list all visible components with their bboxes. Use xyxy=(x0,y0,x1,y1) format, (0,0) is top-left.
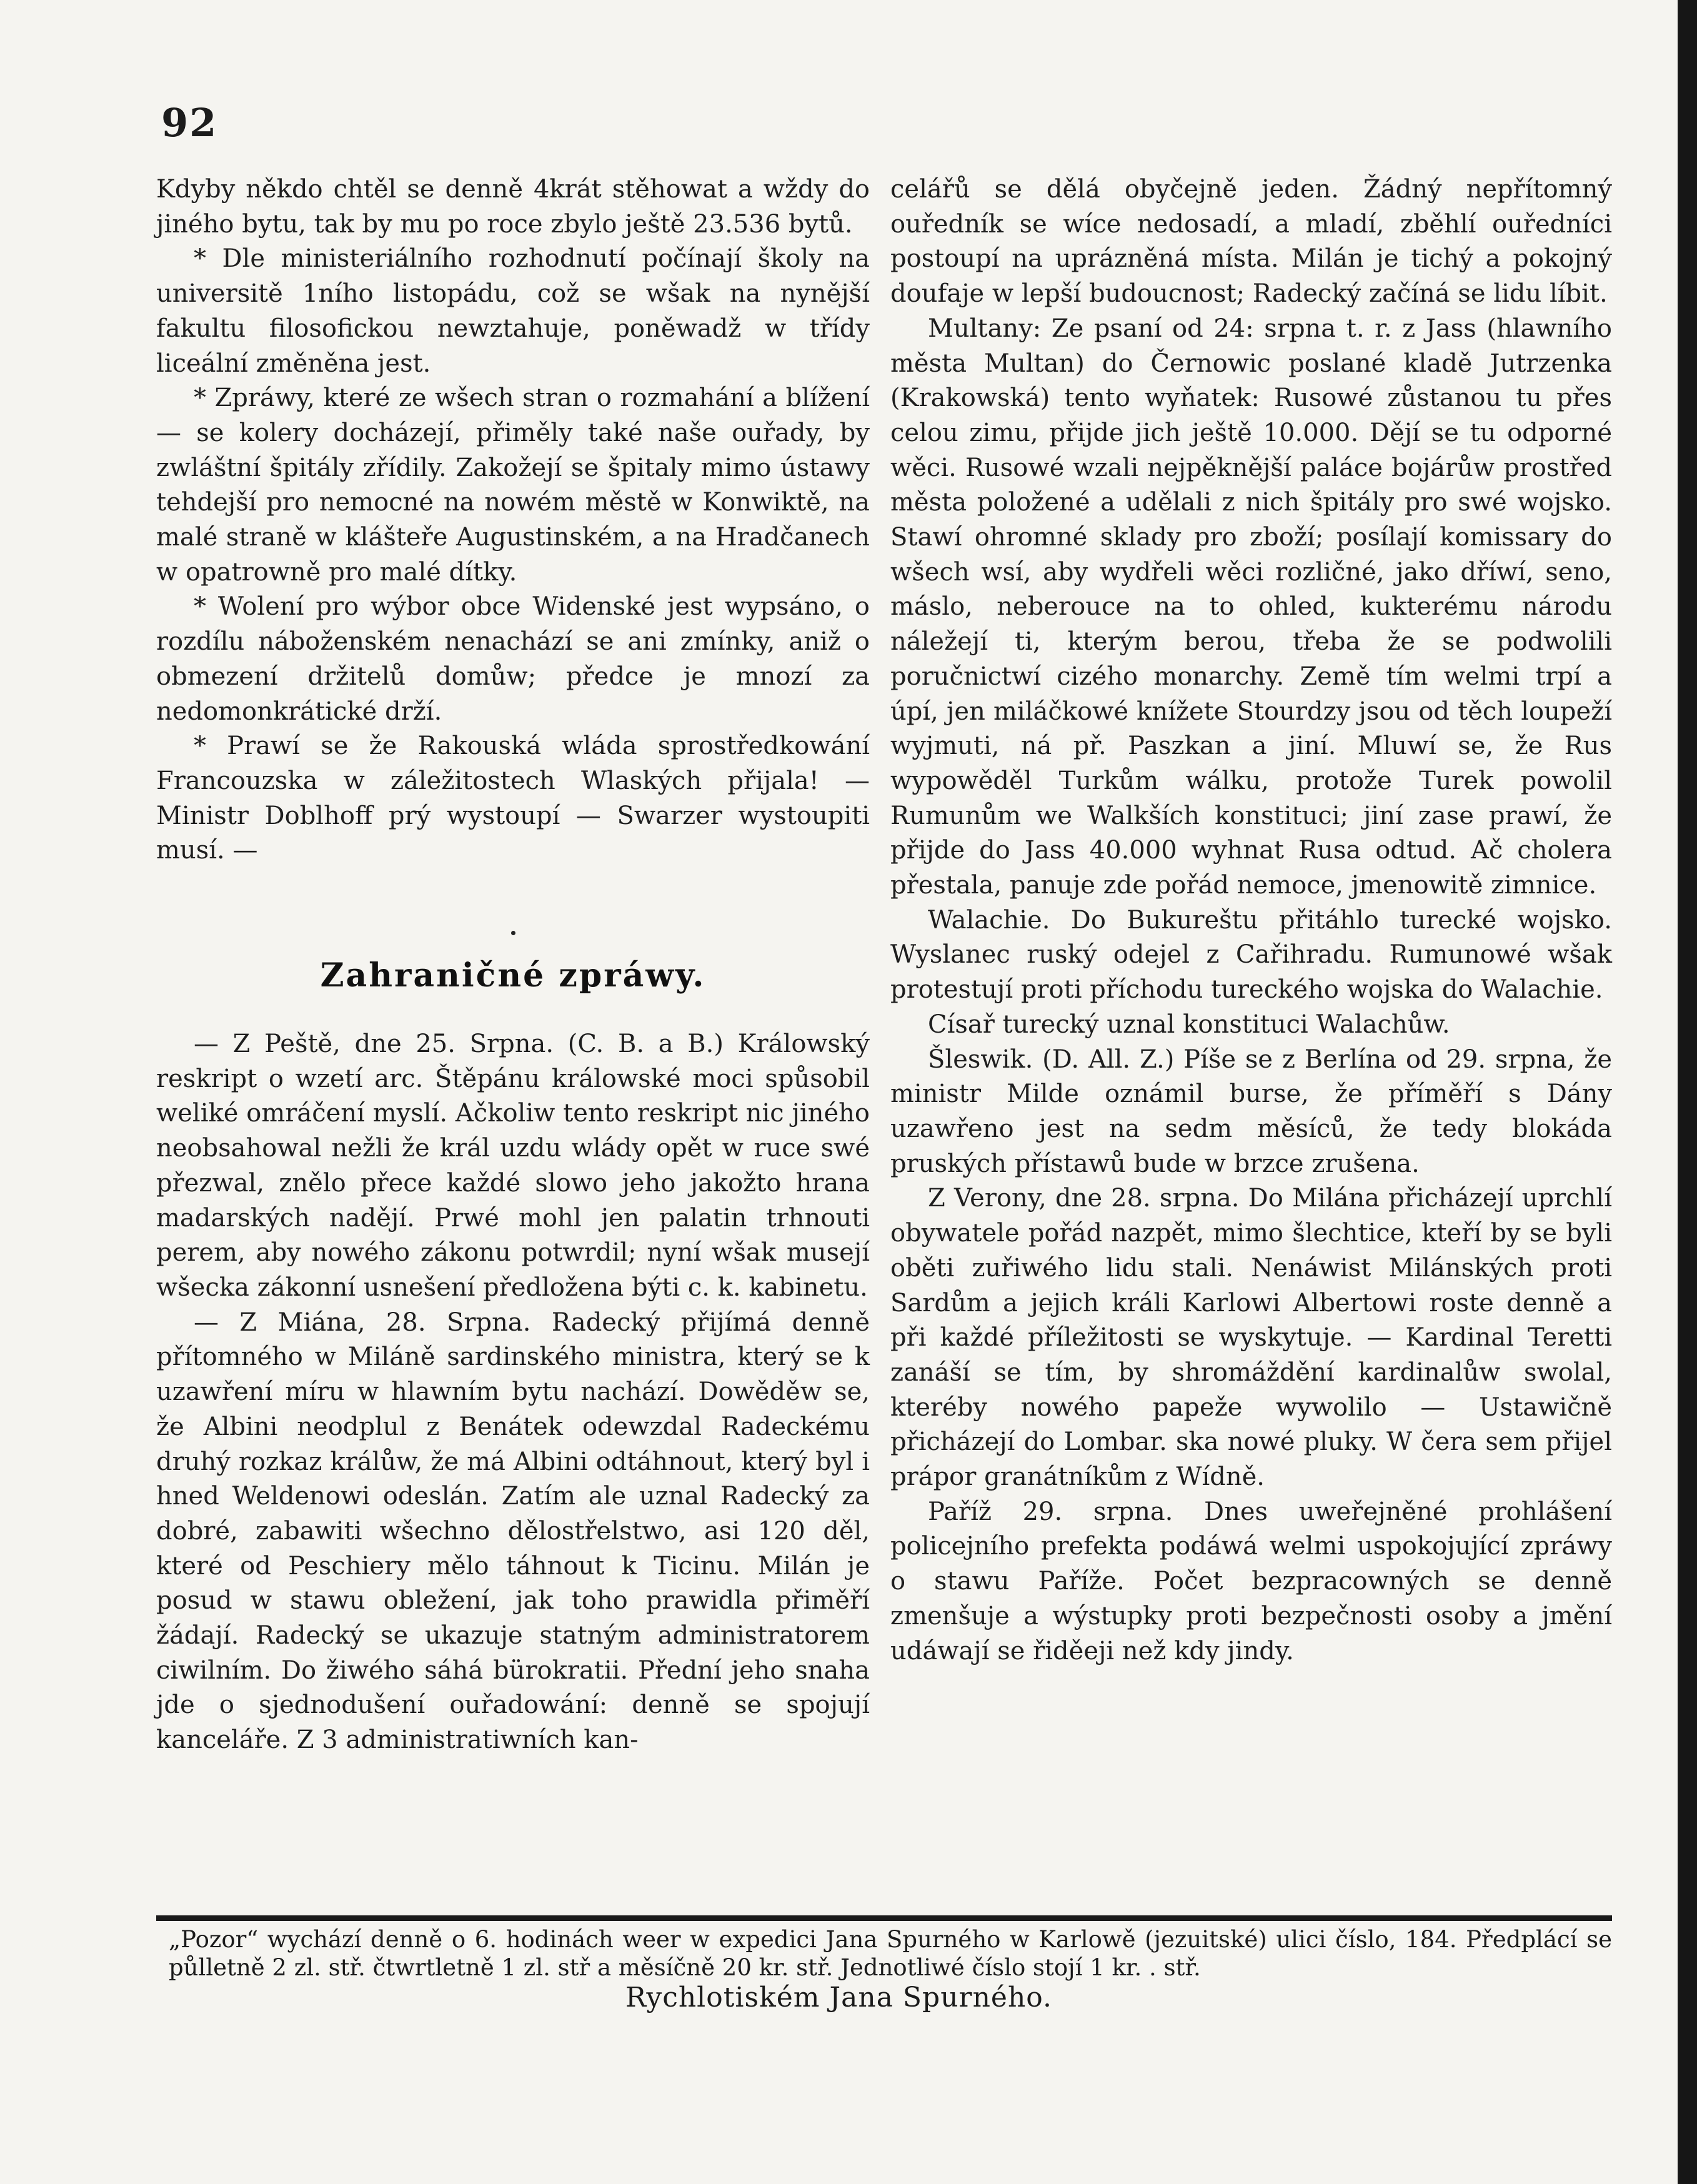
article-paragraph: Šleswik. (D. All. Z.) Píše se z Berlína od 29. srpna, že ministr Milde oznámil burse, že příměří s Dány uzawřeno jest na sedm měsíců, že tedy blokáda pruských přístawů bude w brzce zrušena. xyxy=(890,1045,1612,1178)
separator-dot xyxy=(511,931,515,935)
section-gap xyxy=(156,993,870,1027)
article-paragraph: * Dle ministeriálního rozhodnutí počínají školy na universitě 1ního listopádu, což se wšak na nynější fakultu filosofickou newztahuje, poněwadž w třídy liceální změněna jest. xyxy=(156,244,870,378)
section-gap xyxy=(156,868,870,931)
article-paragraph: celářů se dělá obyčejně jeden. Žádný nepřítomný ouředník se wíce nedosadí, a mladí, zběhlí ouředníci postoupí na uprázněná místa. Milán je tichý a pokojný doufaje w lepší budoucnost; Radecký začíná se lidu líbit. xyxy=(890,175,1612,309)
article-paragraph: — Z Miána, 28. Srpna. Radecký přijímá denně přítomného w Miláně sardinského ministra, který se k uzawření míru w hlawním bytu nachází. Dowěděw se, že Albini neodplul z Benátek odewzdal Radeckému druhý rozkaz králůw, že má Albini odtáhnout, který byl i hned Weldenowi odeslán. Zatím ale uznal Radecký za dobré, zabawiti wšechno dělostřelstwo, asi 120 děl, které od Peschiery mělo táhnout k Ticinu. Milán je posud w stawu obležení, jak toho prawidla přiměří žádají. Radecký se ukazuje statným administratorem ciwilním. Do žiwého sáhá bürokratii. Přední jeho snaha jde o sjednodušení ouřadowání: denně se spojují kanceláře. Z 3 administratiwních kan- xyxy=(156,1308,870,1755)
page-number: 92 xyxy=(161,100,218,146)
article-paragraph: — Z Peště, dne 25. Srpna. (C. B. a B.) Králowský reskript o wzetí arc. Štěpánu králowské moci spůsobil weliké omráčení myslí. Ačkoliw tento reskript nic jiného neobsahowal nežli že král uzdu wlády opět w ruce swé přezwal, znělo přece každé slowo jeho jakožto hrana madarských nadějí. Prwé mohl jen palatin trhnouti perem, aby nowého zákonu potwrdil; nyní wšak musejí wšecka zákonní usnešení předložena býti c. k. kabinetu. xyxy=(156,1030,870,1302)
article-paragraph: Z Verony, dne 28. srpna. Do Milána přicházejí uprchlí obywatele pořád nazpět, mimo šlechtice, kteří by se byli oběti zuřiwého lidu stali. Nenáwist Milánských proti Sardům a jejich králi Karlowi Albertowi roste denně a při každé příležitosti se wyskytuje. — Kardinal Teretti zanáší se tím, by shromáždění kardinalůw swolal, kteréby nowého papeže wywolilo — Ustawičně přicházejí do Lombar. ska nowé pluky. W čera sem přijel prápor granátníkům z Wídně. xyxy=(890,1184,1612,1492)
article-paragraph: Císař turecký uznal konstituci Walachůw. xyxy=(928,1010,1450,1039)
article-paragraph: * Zpráwy, které ze wšech stran o rozmahání a blížení — se kolery docházejí, přiměly také naše ouřady, by zwláštní špitály zřídily. Zakožejí se špitaly mimo ústawy tehdejší pro nemocné na nowém městě w Konwiktě, na malé straně w klášteře Augustinském, a na Hradčanech w opatrowně pro malé dítky. xyxy=(156,384,870,587)
section-heading: Zahraničné zpráwy. xyxy=(320,956,706,995)
article-paragraph: Paříž 29. srpna. Dnes uweřejněné prohlášení policejního prefekta podáwá welmi uspokojující zpráwy o stawu Paříže. Počet bezpracowných se denně zmenšuje a wýstupky proti bezpečnosti osoby a jmění udáwají se řiděeji než kdy jindy. xyxy=(890,1497,1612,1665)
publication-notice: „Pozor“ wychází denně o 6. hodinách weer w expedici Jana Spurného w Karlowě (jezuitské) ulici číslo, 184. Předplácí se půlletně 2 zl. stř. čtwrtletně 1 zl. stř a měsíčně 20 kr. stř. Jednotliwé číslo stojí 1 kr. . stř. xyxy=(169,1926,1612,1981)
article-paragraph: * Wolení pro wýbor obce Widenské jest wypsáno, o rozdílu náboženském nenachází se ani zmínky, aniž o obmezení držitelů domůw; předce je mnozí za nedomonkrátické drží. xyxy=(156,592,870,726)
article-paragraph: Walachie. Do Bukureštu přitáhlo turecké wojsko. Wyslanec ruský odejel z Cařihradu. Rumunowé wšak protestují proti příchodu tureckého wojska do Walachie. xyxy=(890,905,1612,1005)
footer-rule xyxy=(156,1915,1612,1921)
printer-imprint: Rychlotiském Jana Spurného. xyxy=(625,1982,1053,2013)
page-edge xyxy=(1678,0,1697,2184)
left-column xyxy=(156,172,870,1758)
article-paragraph: * Prawí se že Rakouská wláda sprostředkowání Francouzska w záležitostech Wlaských přijala! — Ministr Doblhoff prý wystoupí — Swarzer wystoupiti musí. — xyxy=(156,732,870,865)
article-paragraph: Kdyby někdo chtěl se denně 4krát stěhowat a wždy do jiného bytu, tak by mu po roce zbylo ještě 23.536 bytů. xyxy=(156,175,870,239)
right-column xyxy=(890,172,1612,1669)
article-paragraph: Multany: Ze psaní od 24: srpna t. r. z Jass (hlawního města Multan) do Černowic poslané kladě Jutrzenka (Krakowská) tento wyňatek: Rusowé zůstanou tu přes celou zimu, přijde jich ještě 10.000. Dějí se tu odporné wěci. Rusowé wzali nejpěknější paláce bojárůw prostřed města položené a udělali z nich špitály pro swé wojsko. Stawí ohromné sklady pro zboží; posílají komissary do wšech wsí, aby wydřeli wěci rozličné, jako dříwí, seno, máslo, neberouce na to ohled, kukterému národu náležejí ti, kterým berou, třeba že se podwolili poručnictwí cizého monarchy. Země tím welmi trpí a úpí, jen miláčkowé knížete Stourdzy jsou od těch loupeží wyjmuti, ná př. Paszkan a jiní. Mluwí se, že Rus wypowěděl Turkům wálku, protože Turek powolil Rumunům we Walkších konstituci; jiní zase prawí, že přijde do Jass 40.000 wyhnat Rusa odtud. Ač cholera přestala, panuje zde pořád nemoce, jmenowitě zimnice. xyxy=(890,314,1612,900)
